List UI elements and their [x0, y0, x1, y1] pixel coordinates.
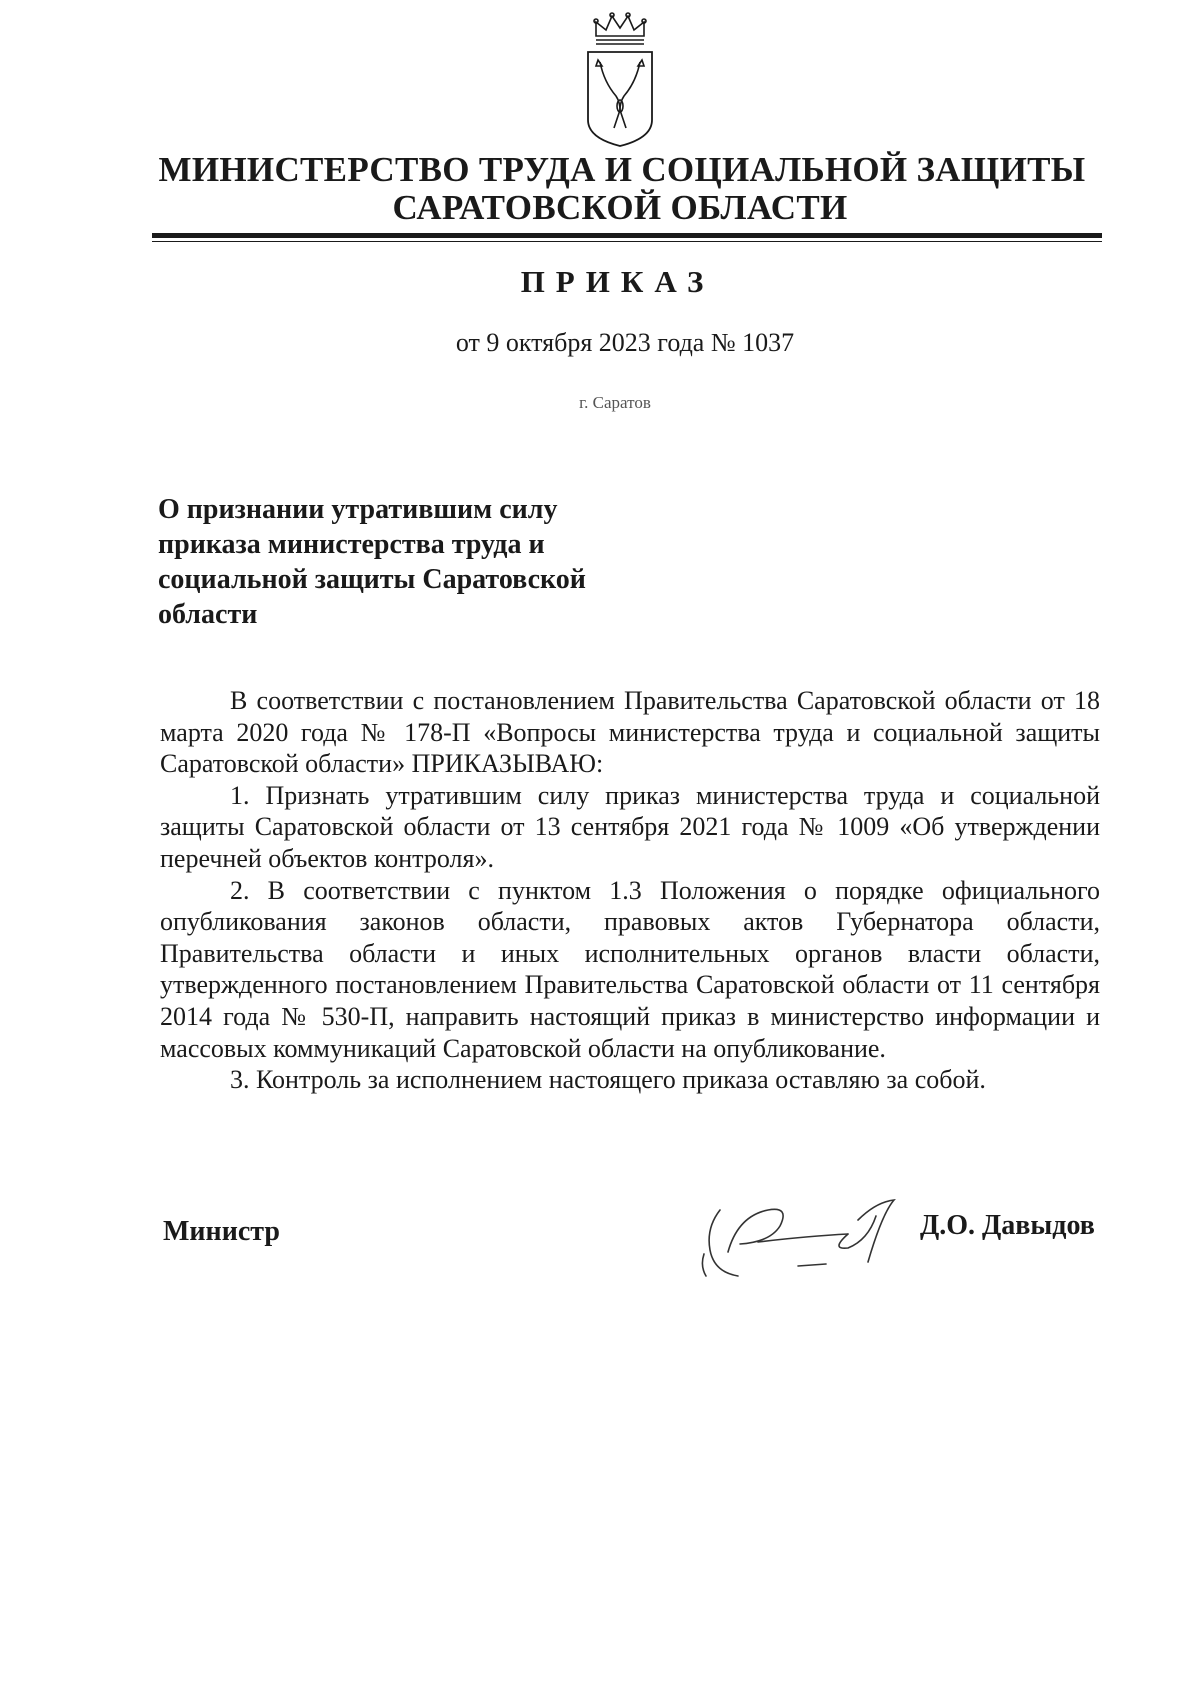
document-body: [160, 685, 1100, 1096]
preamble-paragraph: В соответствии с постановлением Правительства Саратовской области от 18 марта 2020 года № 178-П «Вопросы министерства труда и социальной защиты Саратовской области» ПРИКАЗЫВАЮ:: [160, 686, 1100, 779]
ministry-name-line-1: МИНИСТЕРСТВО ТРУДА И СОЦИАЛЬНОЙ ЗАЩИТЫ: [158, 150, 1086, 189]
header-divider-thin: [152, 241, 1102, 242]
order-item-2: 2. В соответствии с пунктом 1.3 Положения о порядке официального опубликования законов области, правовых актов Губернатора области, Правительства области и иных исполнительных органов власти области, утвержденного постановлением Правительства Саратовской области от 11 сентября 2014 года № 530-П, направить настоящий приказ в министерство информации и массовых коммуникаций Саратовской области на опубликование.: [160, 875, 1100, 1063]
document-type: ПРИКАЗ: [520, 264, 715, 299]
signer-name: Д.О. Давыдов: [920, 1210, 1095, 1241]
document-date-number: от 9 октября 2023 года № 1037: [455, 328, 795, 357]
document-subject: О признании утратившим силу приказа министерства труда и социальной защиты Саратовской области: [158, 494, 586, 630]
header-divider-thick: [152, 233, 1102, 238]
handwritten-signature: [698, 1180, 918, 1290]
ministry-name-line-2: САРАТОВСКОЙ ОБЛАСТИ: [392, 188, 848, 227]
signer-title: Министр: [163, 1216, 280, 1247]
order-item-1: 1. Признать утратившим силу приказ министерства труда и социальной защиты Саратовской области от 13 сентября 2021 года № 1009 «Об утверждении перечней объектов контроля».: [160, 780, 1100, 873]
coat-of-arms-emblem: [582, 10, 658, 150]
order-item-3: 3. Контроль за исполнением настоящего приказа оставляю за собой.: [230, 1065, 986, 1095]
document-city: г. Саратов: [579, 393, 651, 412]
